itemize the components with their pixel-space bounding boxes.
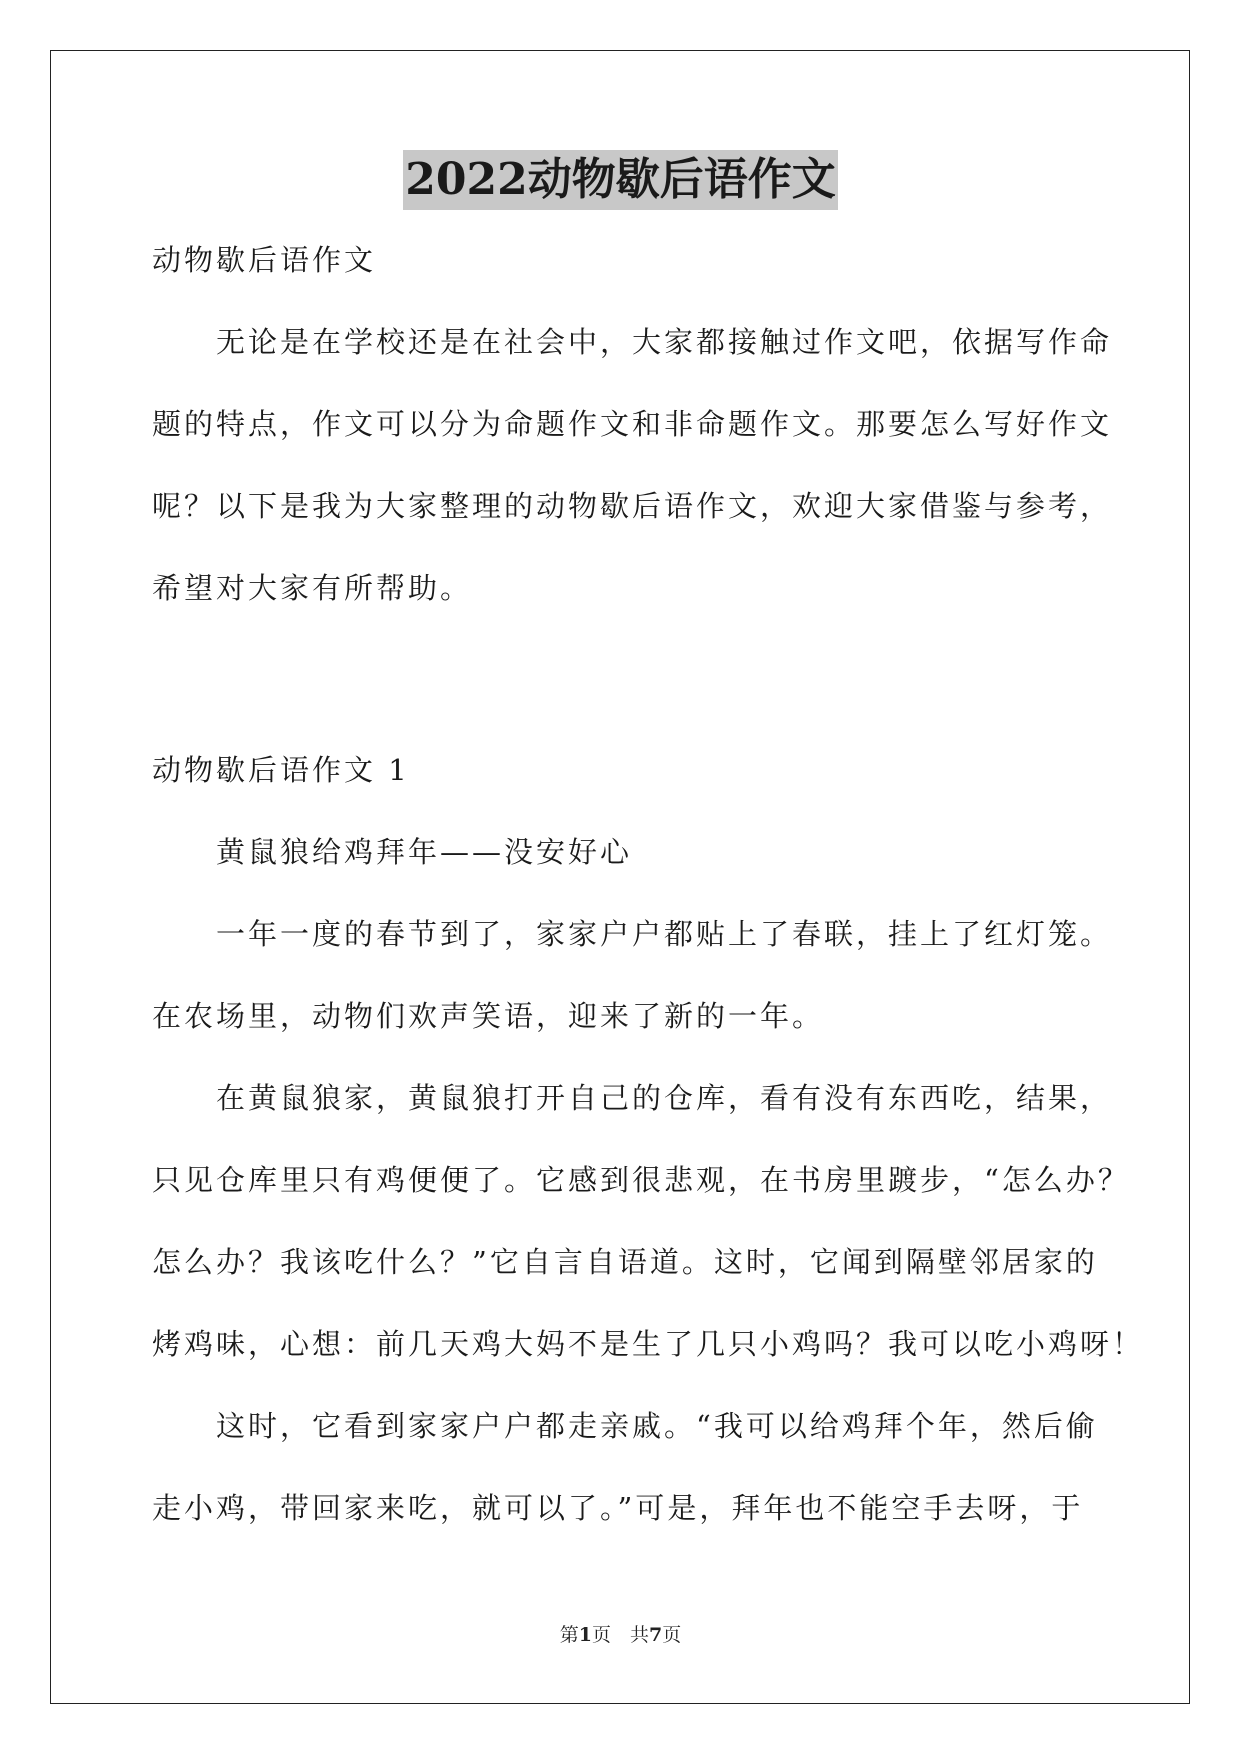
page-footer bbox=[0, 1620, 1241, 1647]
document-title: 2022动物歇后语作文 bbox=[403, 150, 837, 210]
page-label-mid: 页 共 bbox=[591, 1624, 649, 1646]
intro-line: 题的特点，作文可以分为命题作文和非命题作文。那要怎么写好作文 bbox=[152, 407, 1113, 441]
subtitle: 动物歇后语作文 bbox=[152, 243, 377, 277]
intro-line: 无论是在学校还是在社会中，大家都接触过作文吧，依据写作命 bbox=[216, 325, 1113, 359]
section-line: 在农场里，动物们欢声笑语，迎来了新的一年。 bbox=[152, 999, 825, 1033]
page-label-suffix: 页 bbox=[662, 1624, 682, 1646]
section-line: 一年一度的春节到了，家家户户都贴上了春联，挂上了红灯笼。 bbox=[216, 917, 1113, 951]
intro-line: 呢？以下是我为大家整理的动物歇后语作文，欢迎大家借鉴与参考， bbox=[152, 489, 1113, 523]
spacer bbox=[152, 640, 1092, 740]
section-line: 黄鼠狼给鸡拜年——没安好心 bbox=[216, 835, 633, 869]
title-wrap bbox=[0, 150, 1241, 210]
section-line: 烤鸡味，心想：前几天鸡大妈不是生了几只小鸡吗？我可以吃小鸡呀！ bbox=[152, 1327, 1145, 1361]
section-line: 怎么办？我该吃什么？”它自言自语道。这时，它闻到隔壁邻居家的 bbox=[152, 1245, 1098, 1279]
section-line: 走小鸡，带回家来吃，就可以了。”可是，拜年也不能空手去呀，于 bbox=[152, 1491, 1084, 1525]
section-heading: 动物歇后语作文 1 bbox=[152, 753, 410, 787]
document-body bbox=[152, 230, 1145, 1560]
section-line: 只见仓库里只有鸡便便了。它感到很悲观，在书房里踱步，“怎么办？ bbox=[152, 1163, 1130, 1197]
section-line: 在黄鼠狼家，黄鼠狼打开自己的仓库，看有没有东西吃，结果， bbox=[216, 1081, 1113, 1115]
intro-line: 希望对大家有所帮助。 bbox=[152, 571, 473, 605]
section-line: 这时，它看到家家户户都走亲戚。“我可以给鸡拜个年，然后偷 bbox=[216, 1409, 1098, 1443]
page-label-prefix: 第 bbox=[559, 1624, 579, 1646]
page-current: 1 bbox=[578, 1624, 592, 1646]
page-total: 7 bbox=[649, 1624, 663, 1646]
